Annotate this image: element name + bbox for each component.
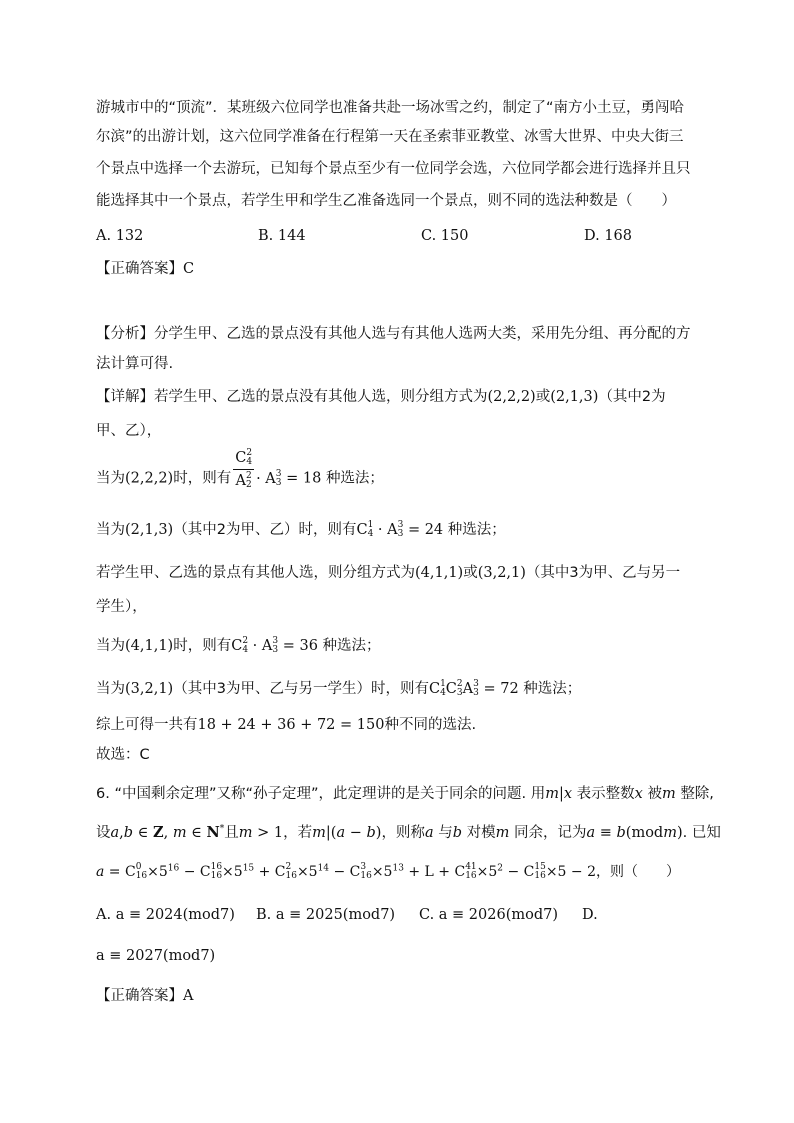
case2-group: (2,1,3) <box>125 522 174 538</box>
problem5-line2: 尔滨”的出游计划，这六位同学准备在行程第一天在圣索菲亚教堂、冰雪大世界、中央大街三 <box>96 129 684 145</box>
p6-text-j: 对模 <box>466 825 496 841</box>
analysis-line2: 法计算可得. <box>96 356 174 372</box>
detail-line3 <box>96 563 704 583</box>
p6-option-d-value: a ≡ 2027(mod7) <box>96 948 216 964</box>
option-b: B. 144 <box>258 228 306 244</box>
p6-option-b <box>256 905 395 925</box>
group-222: (2,2,2) <box>487 389 536 405</box>
case1-prefix: 当为 <box>96 470 125 487</box>
detail-text-e: （其中3为甲、乙与另一 <box>525 565 681 581</box>
p6-option-b-label: B. <box>256 907 272 923</box>
detail-text-a: 若学生甲、乙选的景点没有其他人选，则分组方式为 <box>154 389 488 405</box>
detail-line4: 学生）， <box>96 599 147 615</box>
case3-prefix: 当为 <box>96 638 125 654</box>
p6-text-b: 表示整数 <box>576 786 635 802</box>
case2-result: = 24 <box>407 522 444 538</box>
or-text: 或 <box>535 389 551 405</box>
case2-prefix: 当为 <box>96 522 125 538</box>
p6-answer-value: A <box>183 988 194 1004</box>
option-a: A. 132 <box>96 228 144 244</box>
case1-fraction: C 2 4 A 2 2 <box>235 448 253 490</box>
problem6-answer <box>96 986 704 1006</box>
summary-prefix: 综上可得一共有 <box>96 717 198 733</box>
summary-expression: 18 + 24 + 36 + 72 = 150 <box>197 717 385 733</box>
case1-group: (2,2,2) <box>125 470 174 487</box>
problem5-line4: 能选择其中一个景点，若学生甲和学生乙准备选同一个景点，则不同的选法种数是（ ） <box>96 193 676 209</box>
p6-option-c-value: a ≡ 2026(mod7) <box>438 907 559 923</box>
problem5-answer <box>96 259 704 279</box>
choose-line: 故选：C <box>96 747 150 763</box>
case1-result: = 18 <box>286 470 322 487</box>
group-321: (3,2,1) <box>477 565 526 581</box>
group-213: (2,1,3) <box>550 389 599 405</box>
or-text-2: 或 <box>463 565 478 581</box>
detail-line2: 甲、乙）， <box>96 423 162 439</box>
case2-line: 当为(2,1,3)（其中2为甲、乙）时，则有C 1 4 · A 3 3 = 24 种选法； <box>96 520 506 539</box>
case4-mid: （其中3为甲、乙与另一学生）时，则有 <box>173 681 429 697</box>
p6-option-c <box>419 905 558 925</box>
case1-mid: 时，则有 <box>173 470 232 487</box>
p6-option-d: D. <box>582 907 598 923</box>
summary-suffix: 种不同的选法. <box>384 717 477 733</box>
case3-mid: 时，则有 <box>173 638 232 654</box>
p6-text-k: 同余，记为 <box>513 825 587 841</box>
option-d: D. 168 <box>584 228 633 244</box>
detail-text-d: 若学生甲、乙选的景点有其他人选，则分组方式为 <box>96 565 415 581</box>
problem6-line2: 设a,b ∈ Z, m ∈ N*且m > 1，若m|(a − b)，则称a 与b 对模m 同余，记为a ≡ b(modm). 已知 <box>96 824 721 841</box>
p6-text-f: 且 <box>224 825 239 841</box>
case3-group: (4,1,1) <box>125 638 174 654</box>
p6-text-l: . 已知 <box>682 825 721 841</box>
case4-line: 当为(3,2,1)（其中3为甲、乙与另一学生）时，则有C 1 4 C 2 3 A 3 3 = 72 种选法； <box>96 679 582 698</box>
p6-text-a: 6. “中国剩余定理”又称“孙子定理”，此定理讲的是关于同余的问题. 用 <box>96 786 546 802</box>
answer-value: C <box>183 261 195 277</box>
detail-line1 <box>96 387 704 407</box>
analysis-line1 <box>96 324 704 344</box>
answer-label: 【正确答案】 <box>96 261 183 277</box>
case3-result: = 36 <box>282 638 318 654</box>
case1-suffix: 种选法； <box>325 470 384 487</box>
p6-option-c-label: C. <box>419 907 435 923</box>
p6-text-d: 整除, <box>680 786 714 802</box>
case2-suffix: 种选法； <box>447 522 506 538</box>
option-c: C. 150 <box>421 228 469 244</box>
case2-mid: （其中2为甲、乙）时，则有 <box>173 522 357 538</box>
p6-text-m: ，则（ ） <box>596 864 681 880</box>
p6-text-h: ，则称 <box>381 825 425 841</box>
p6-option-b-value: a ≡ 2025(mod7) <box>275 907 396 923</box>
detail-label: 【详解】 <box>96 389 154 405</box>
problem6-line3: a = C 0 16 $\times 5^{16} - C$ 16 16 $\times 5^{15} + C$ 2 16 $\times 5^{14} - C$ 3 16 $\times 5^{13} + L + C$ 41 16 $\times 5^2 - C$ 15 16 ×5 − 2，则（ ） <box>96 862 681 881</box>
summary-line <box>96 715 704 735</box>
group-411: (4,1,1) <box>415 565 464 581</box>
p6-text-i: 与 <box>438 825 453 841</box>
p6-answer-label: 【正确答案】 <box>96 988 183 1004</box>
case3-suffix: 种选法； <box>322 638 381 654</box>
case4-group: (3,2,1) <box>125 681 174 697</box>
p6-text-g: ，若 <box>283 825 313 841</box>
case4-suffix: 种选法； <box>523 681 582 697</box>
problem5-line1: 游城市中的“顶流”．某班级六位同学也准备共赴一场冰雪之约，制定了“南方小土豆，勇闯哈 <box>96 100 685 116</box>
p6-option-a-label: A. <box>96 907 112 923</box>
case3-line: 当为(4,1,1)时，则有C 2 4 · A 3 3 = 36 种选法； <box>96 636 381 655</box>
case4-result: = 72 <box>483 681 519 697</box>
p6-text-c: 被 <box>647 786 662 802</box>
problem6-line1: 6. “中国剩余定理”又称“孙子定理”，此定理讲的是关于同余的问题. 用m|x 表示整数x 被m 整除, <box>96 786 714 802</box>
case1-line: 当为(2,2,2)时，则有 C 2 4 A 2 2 · A 3 3 = 18 种选法； <box>96 448 384 490</box>
p6-option-a <box>96 905 235 925</box>
analysis-label: 【分析】 <box>96 326 154 342</box>
problem5-line3: 个景点中选择一个去游玩，已知每个景点至少有一位同学会选，六位同学都会进行选择并且只 <box>96 161 691 177</box>
case4-prefix: 当为 <box>96 681 125 697</box>
p6-option-a-value: a ≡ 2024(mod7) <box>115 907 235 923</box>
analysis-text: 分学生甲、乙选的景点没有其他人选与有其他人选两大类，采用先分组、再分配的方 <box>154 326 691 342</box>
detail-text-b: （其中2为 <box>598 389 666 405</box>
p6-text-e: 设 <box>96 825 111 841</box>
